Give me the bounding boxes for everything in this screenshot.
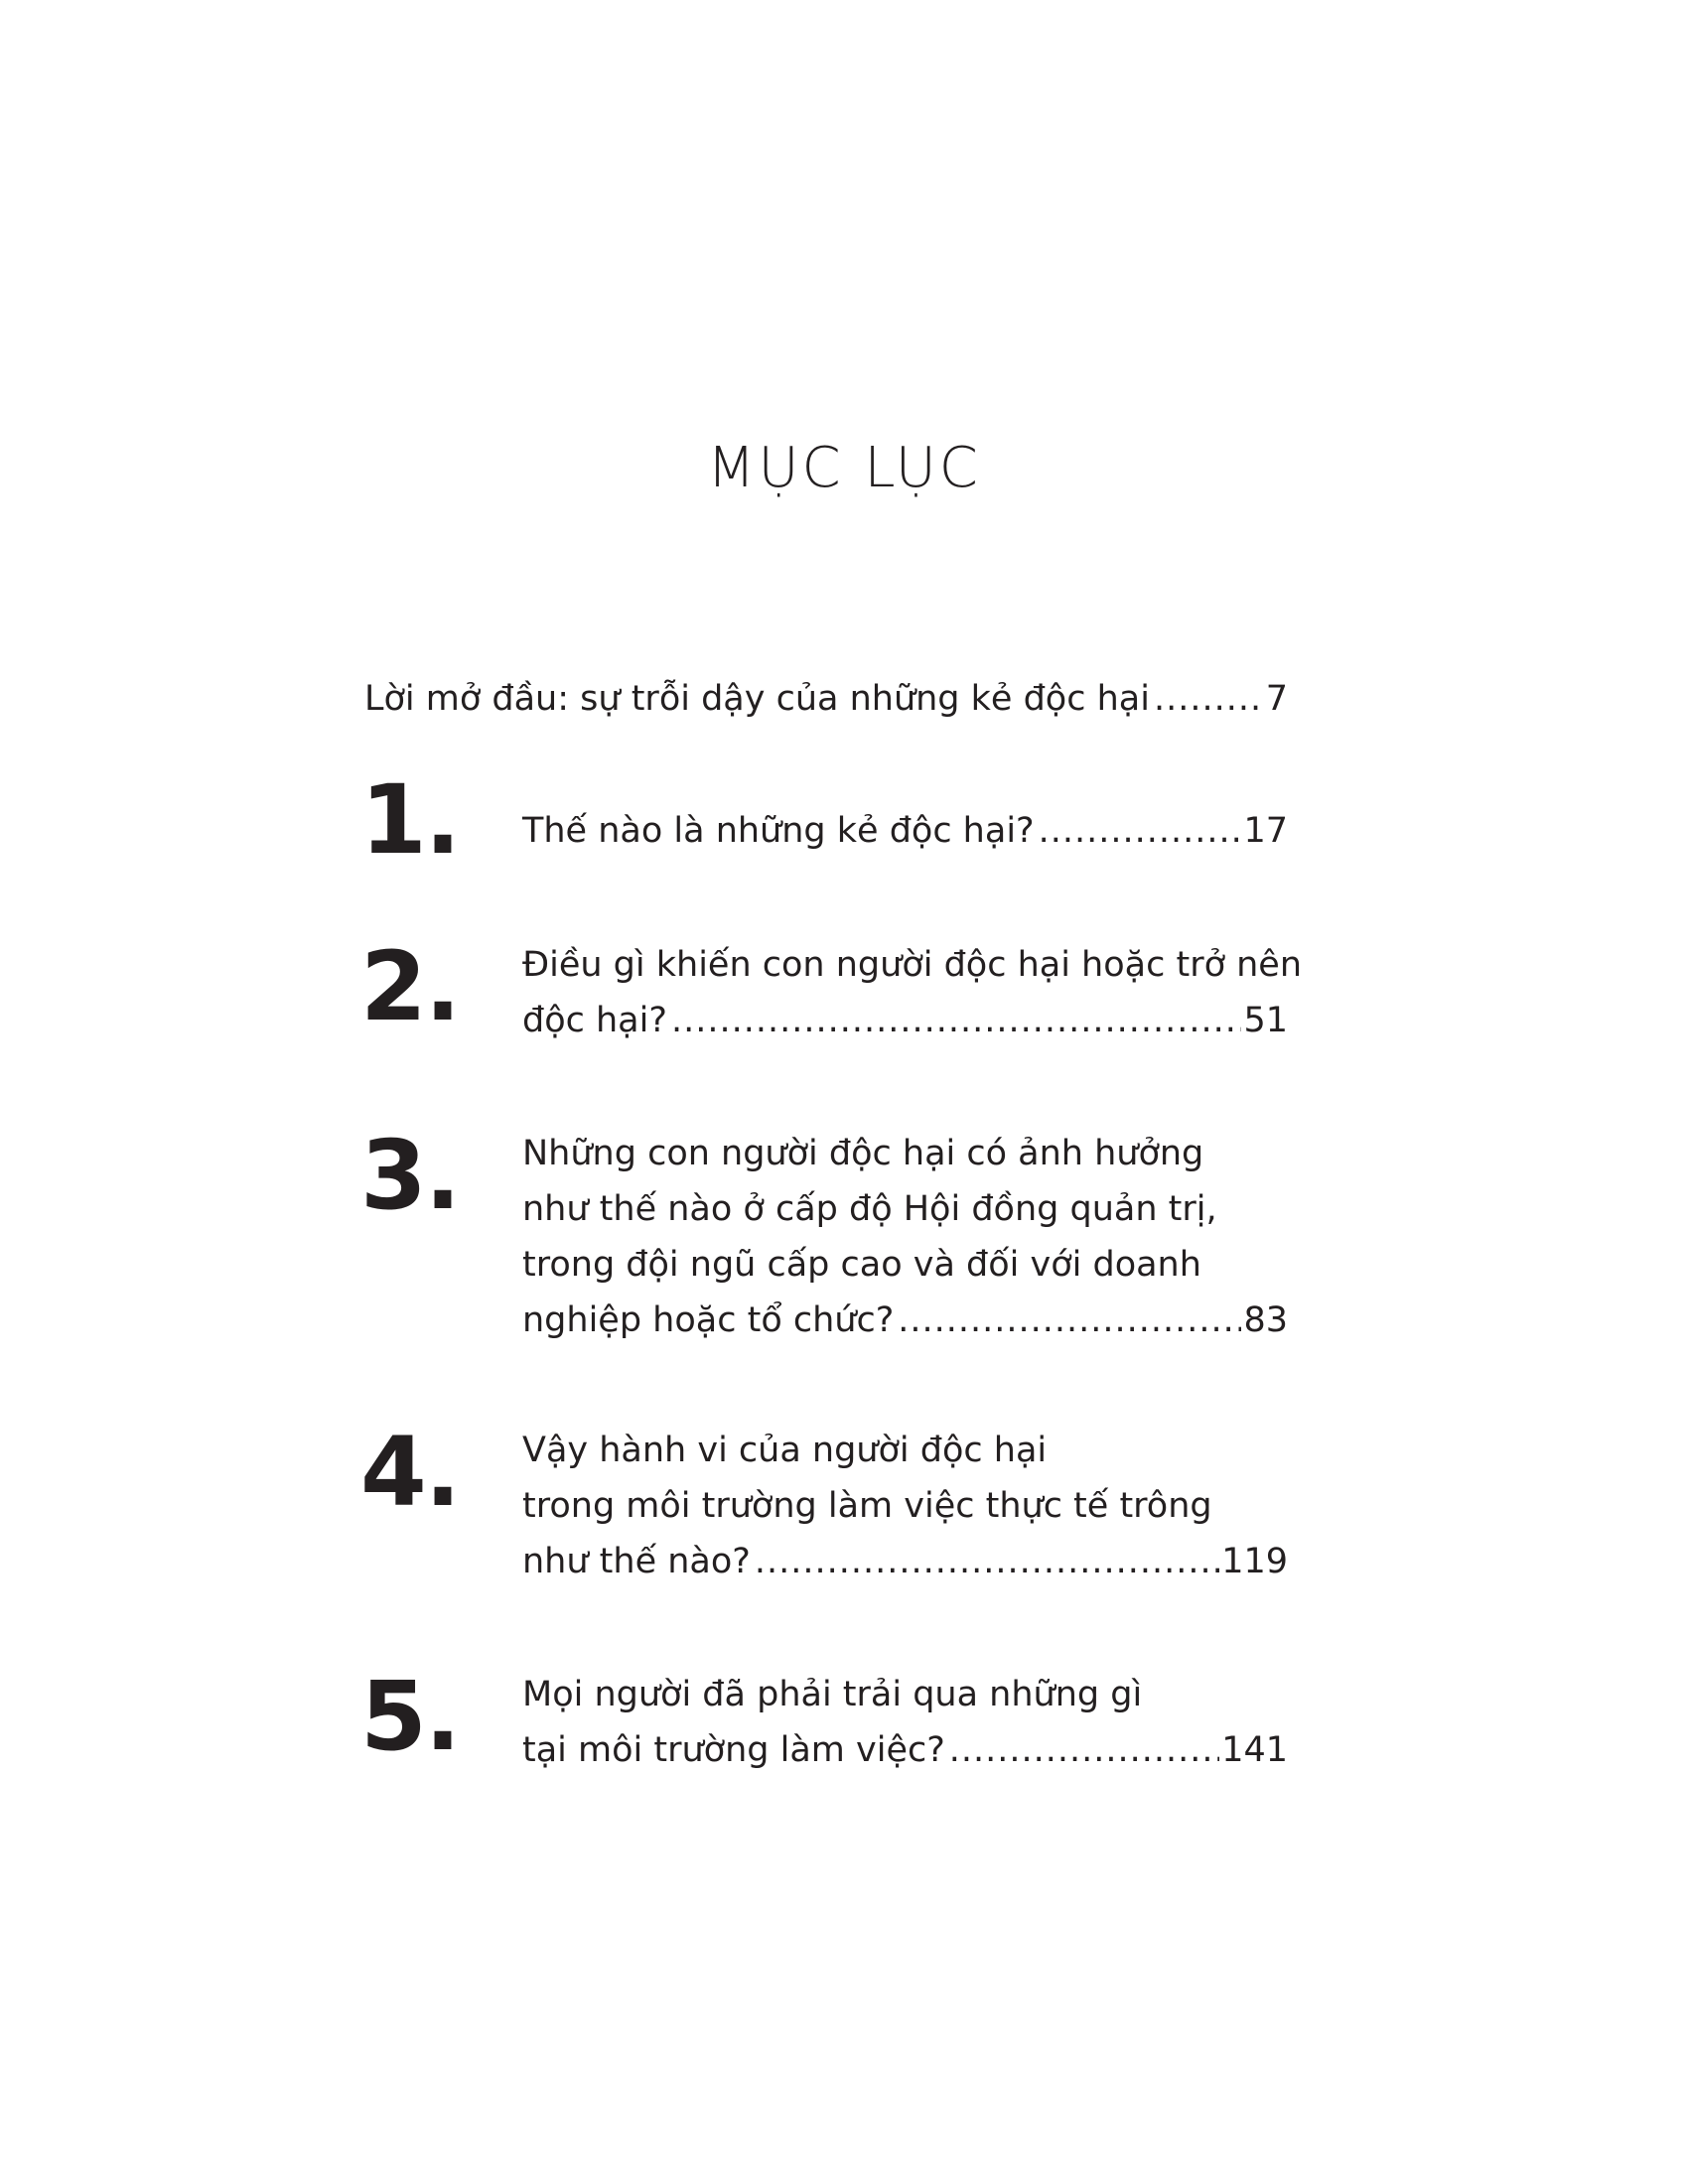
toc-entry-chapter-1[interactable] xyxy=(522,803,1288,859)
dot-leader xyxy=(755,1534,1219,1589)
toc-page-number: 119 xyxy=(1221,1542,1288,1581)
toc-entry-last-line xyxy=(522,1293,1288,1348)
dot-leader xyxy=(671,993,1242,1048)
toc-page-number: 141 xyxy=(1221,1730,1288,1770)
toc-entry-text-line: như thế nào ở cấp độ Hội đồng quản trị, xyxy=(522,1189,1217,1229)
toc-entry-last-line xyxy=(522,993,1288,1048)
toc-page-number: 7 xyxy=(1265,679,1288,719)
toc-entry-text-line: Những con người độc hại có ảnh hưởng xyxy=(522,1134,1204,1173)
toc-entry-intro[interactable] xyxy=(364,671,1288,727)
chapter-number: 3. xyxy=(360,1120,460,1231)
toc-entry-text: độc hại? xyxy=(522,1001,667,1040)
dot-leader xyxy=(1154,671,1264,727)
toc-entry-last-line xyxy=(522,803,1288,859)
toc-entry-text-line: Mọi người đã phải trải qua những gì xyxy=(522,1675,1143,1714)
dot-leader xyxy=(949,1722,1219,1778)
toc-entry-text: Lời mở đầu: sự trỗi dậy của những kẻ độc hại xyxy=(364,679,1150,719)
dot-leader xyxy=(1039,803,1242,859)
toc-page-number: 51 xyxy=(1243,1001,1288,1040)
chapter-number: 2. xyxy=(360,931,460,1042)
toc-page-number: 17 xyxy=(1243,811,1288,851)
toc-entry-text-line: Vậy hành vi của người độc hại xyxy=(522,1431,1048,1470)
toc-entry-chapter-5[interactable] xyxy=(522,1667,1288,1778)
toc-entry-chapter-3[interactable] xyxy=(522,1126,1288,1348)
chapter-number: 4. xyxy=(360,1417,460,1528)
dot-leader xyxy=(898,1293,1241,1348)
toc-title: MỤC LỤC xyxy=(707,436,981,500)
toc-entry-text-line: Điều gì khiến con người độc hại hoặc trở nên xyxy=(522,945,1303,985)
toc-entry-last-line xyxy=(522,1722,1288,1778)
toc-entry-last-line xyxy=(522,1534,1288,1589)
toc-entry-text: nghiệp hoặc tổ chức? xyxy=(522,1300,895,1340)
toc-page-number: 83 xyxy=(1243,1300,1288,1340)
toc-entry-chapter-4[interactable] xyxy=(522,1423,1288,1589)
toc-entry-text-line: trong đội ngũ cấp cao và đối với doanh xyxy=(522,1245,1201,1285)
toc-entry-text-line: trong môi trường làm việc thực tế trông xyxy=(522,1486,1212,1526)
chapter-number: 5. xyxy=(360,1661,460,1772)
toc-entry-text: Thế nào là những kẻ độc hại? xyxy=(522,811,1035,851)
toc-entry-text: tại môi trường làm việc? xyxy=(522,1730,945,1770)
toc-entry-chapter-2[interactable] xyxy=(522,937,1303,1048)
toc-entry-text: như thế nào? xyxy=(522,1542,751,1581)
chapter-number: 1. xyxy=(360,764,460,876)
